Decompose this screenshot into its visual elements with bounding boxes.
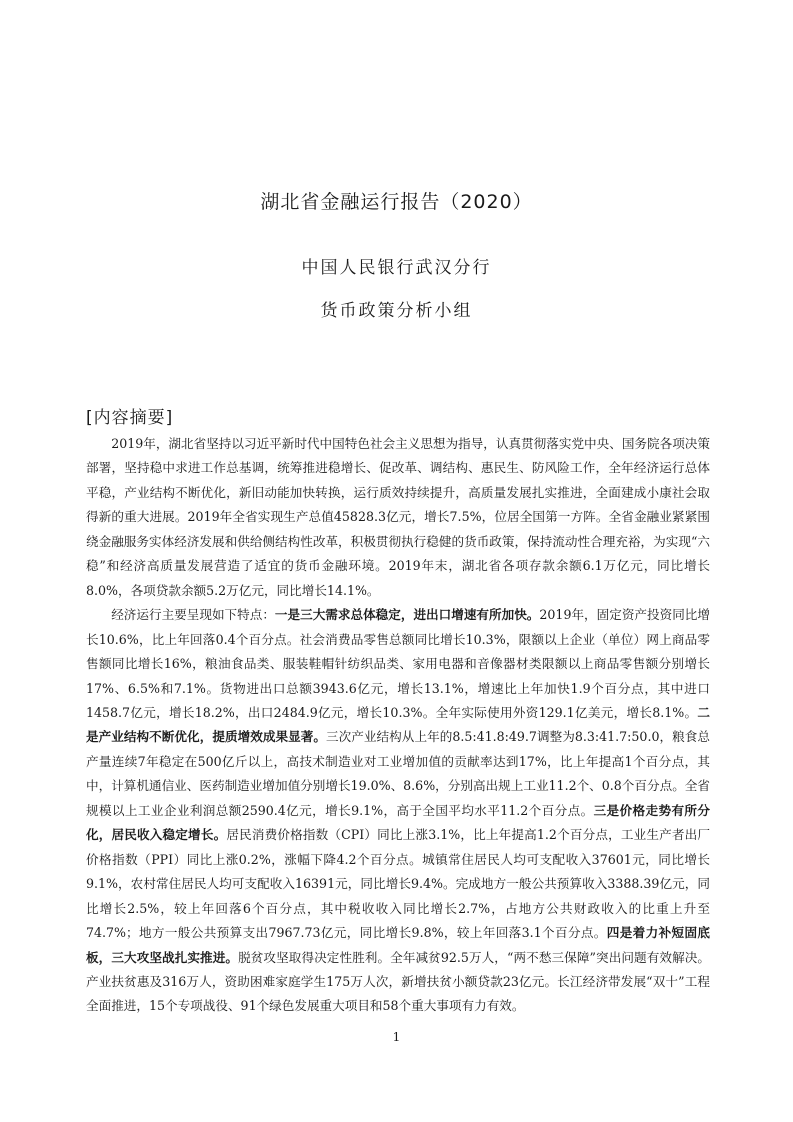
feature-text-2: 三次产业结构从上年的8.5:41.8:49.7调整为8.3:41.7:50.0，粮食总产量连续7年稳定在500亿斤以上，高技术制造业对工业增加值的贡献率达到17%，比上年提高1个百分点，其中，计算机通信业、医药制造业增加值分别增长19.0%、8.6%，分别高出规上工业11.2个、0.8个百分点。全省规模以上工业企业利润总额2590.4亿元，增长9.1%，高于全国平均水平11.2个百分点。 [86,729,710,818]
features-intro: 经济运行主要呈现如下特点： [111,607,275,623]
feature-heading-1: 一是三大需求总体稳定，进出口增速有所加快。 [274,607,540,623]
paragraph-features [86,603,710,1019]
report-title: 湖北省金融运行报告（2020） [260,191,533,213]
feature-heading-2: 二是产业结构不断优化，提质增效成果显著。 [86,704,710,745]
feature-text-1: 2019年，固定资产投资同比增长10.6%，比上年回落0.4个百分点。社会消费品零售总额同比增长10.3%，限额以上企业（单位）网上商品零售额同比增长16%，粮油食品类、服装鞋帽针纺织品类、家用电器和音像器材类限额以上商品零售额分别增长17%、6.5%和7.1%。货物进出口总额3943.6亿元，增长13.1%，增速比上年加快1.9个百分点，其中进口1458.7亿元，增长18.2%，出口2484.9亿元，增长10.3%。全年实际使用外资129.1亿美元，增长8.1%。 [86,607,710,720]
page-number: 1 [392,1030,401,1044]
paragraph-overview: 2019年，湖北省坚持以习近平新时代中国特色社会主义思想为指导，认真贯彻落实党中央、国务院各项决策部署，坚持稳中求进工作总基调，统筹推进稳增长、促改革、调结构、惠民生、防风险工作，全年经济运行总体平稳，产业结构不断优化，新旧动能加快转换，运行质效持续提升，高质量发展扎实推进，全面建成小康社会取得新的重大进展。2019年全省实现生产总值45828.3亿元，增长7.5%，位居全国第一方阵。全省金融业紧紧围绕金融服务实体经济发展和供给侧结构性改革，积极贯彻执行稳健的货币政策，保持流动性合理充裕，为实现“六稳”和经济高质量发展营造了适宜的货币金融环境。2019年末，湖北省各项存款余额6.1万亿元，同比增长8.0%，各项贷款余额5.2万亿元，同比增长14.1%。 [86,436,710,598]
feature-heading-4: 四是着力补短固底板，三大攻坚战扎实推进。 [86,925,711,965]
section-heading-summary: [内容摘要] [86,408,174,428]
group-name: 货币政策分析小组 [320,301,473,321]
feature-text-3: 居民消费价格指数（CPI）同比上涨3.1%，比上年提高1.2个百分点，工业生产者出厂价格指数（PPI）同比上涨0.2%，涨幅下降4.2个百分点。城镇常住居民人均可支配收入37601元，同比增长9.1%，农村常住居民人均可支配收入16391元，同比增长9.4%。完成地方一般公共预算收入3388.39亿元，同比增长2.5%，较上年回落6个百分点，其中税收收入同比增长2.7%，占地方公共财政收入的比重上升至74.7%；地方一般公共预算支出7967.73亿元，同比增长9.8%，较上年回落3.1个百分点。 [86,827,711,941]
feature-heading-3: 三是价格走势有所分化，居民收入稳定增长。 [86,802,710,843]
organization-name: 中国人民银行武汉分行 [301,258,492,278]
summary-body [86,432,710,1019]
feature-text-4: 脱贫攻坚取得决定性胜利。全年减贫92.5万人，“两不愁三保障”突出问题有效解决。产业扶贫惠及316万人，资助困难家庭学生175万人次，新增扶贫小额贷款23亿元。长江经济带发展“双十”工程全面推进，15个专项战役、91个绿色发展重大项目和58个重大事项有力有效。 [86,949,711,1014]
